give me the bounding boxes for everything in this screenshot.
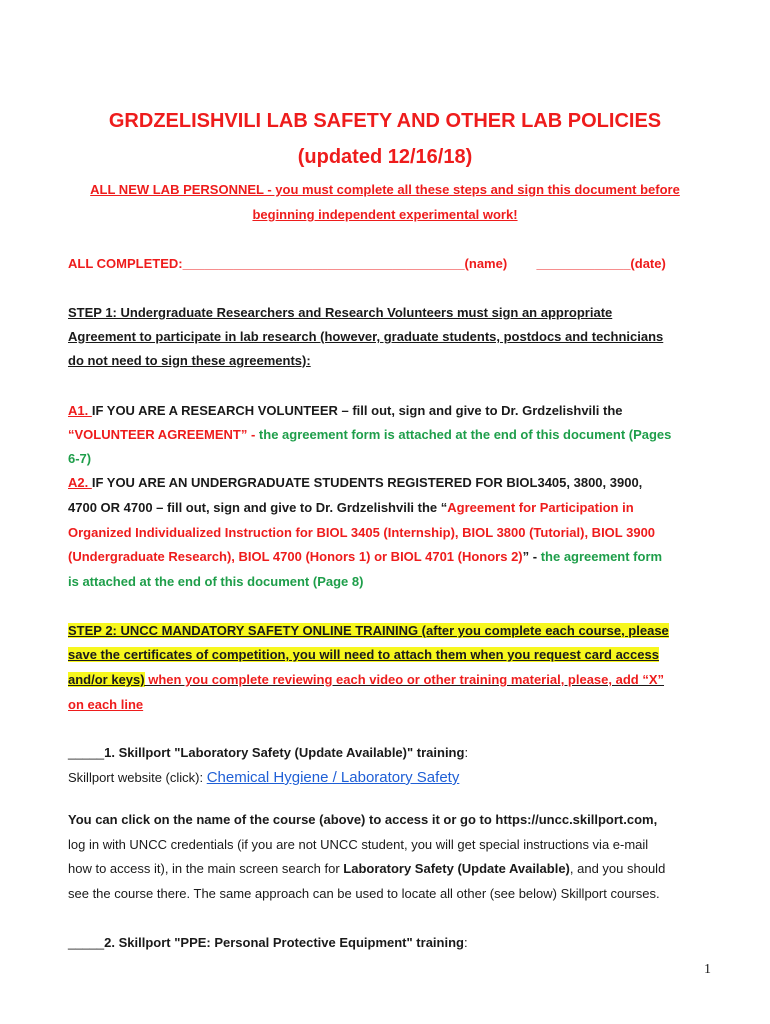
a1-line-3: 6-7) xyxy=(68,451,92,466)
a2-agreement-title-1: Agreement for Participation in xyxy=(447,500,634,515)
step2-line-3 xyxy=(68,672,718,687)
page-number: 1 xyxy=(704,962,711,977)
instructions-course-name: Laboratory Safety (Update Available) xyxy=(343,861,570,876)
a2-agreement-title-2: Organized Individualized Instruction for BIOL 3405 (Internship), BIOL 3800 (Tutorial), BIOL 3900 xyxy=(68,525,656,540)
item1-suffix: training xyxy=(413,745,465,760)
a2-note-2: is attached at the end of this document (Page 8) xyxy=(68,574,364,589)
all-completed-name-field: ALL COMPLETED:_______________________________________(name) xyxy=(68,256,508,271)
all-completed-line xyxy=(68,256,718,271)
instructions-line-4: see the course there. The same approach can be used to locate all other (see below) Skillport courses. xyxy=(68,886,660,901)
instructions-line-2: log in with UNCC credentials (if you are not UNCC student, you will get special instructions via e-mail xyxy=(68,837,649,852)
item2-course-name: "PPE: Personal Protective Equipment" xyxy=(174,935,413,950)
step2-line-2 xyxy=(68,647,718,662)
all-completed-date-field: _____________(date) xyxy=(536,256,666,271)
instructions-line-3c: , and you should xyxy=(569,861,666,876)
item1-course-name: "Laboratory Safety (Update Available)" xyxy=(174,745,414,760)
item1-title-line xyxy=(68,745,718,760)
step2-line-1 xyxy=(68,623,718,638)
item1-checkbox-blank[interactable]: _____ xyxy=(68,745,105,760)
item1-website-label: Skillport website (click): xyxy=(68,770,207,785)
a1-volunteer-agreement: “VOLUNTEER AGREEMENT” - xyxy=(68,427,259,442)
a2-line-4 xyxy=(68,549,718,564)
item2-suffix: training xyxy=(412,935,464,950)
instructions-line-1: You can click on the name of the course (above) to access it or go to https://uncc.skillport.com, xyxy=(68,812,658,827)
item1-colon: : xyxy=(464,745,469,760)
step2-heading-1: STEP 2: UNCC MANDATORY SAFETY ONLINE TRAINING (after you complete each course, please xyxy=(68,623,669,638)
item1-title: 1. Skillport xyxy=(104,745,175,760)
a2-close-quote: ” - xyxy=(522,549,541,564)
step2-heading-2: save the certificates of competition, you will need to attach them when you request card access xyxy=(68,647,659,662)
intro-line-1: ALL NEW LAB PERSONNEL - you must complete all these steps and sign this document before xyxy=(90,182,680,197)
chemical-hygiene-link[interactable]: Chemical Hygiene / Laboratory Safety xyxy=(206,769,460,786)
step2-line-4: on each line xyxy=(68,697,144,712)
item2-checkbox-blank[interactable]: _____ xyxy=(68,935,105,950)
a2-text-2: 4700 OR 4700 – fill out, sign and give to Dr. Grdzelishvili the “ xyxy=(68,500,448,515)
instructions-line-3 xyxy=(68,861,718,876)
a2-line-1 xyxy=(68,475,718,490)
step1-line-3: do not need to sign these agreements): xyxy=(68,353,311,368)
document-update-date: (updated 12/16/18) xyxy=(297,146,473,168)
a1-tag: A1. xyxy=(68,403,92,418)
document-title: GRDZELISHVILI LAB SAFETY AND OTHER LAB POLICIES xyxy=(108,110,662,132)
item2-colon: : xyxy=(463,935,468,950)
item2-title: 2. Skillport xyxy=(104,935,175,950)
a1-text: IF YOU ARE A RESEARCH VOLUNTEER – fill out, sign and give to Dr. Grdzelishvili the xyxy=(91,403,623,418)
a1-line-2 xyxy=(68,427,718,442)
step2-instruction: when you complete reviewing each video or other training material, please, add “X” xyxy=(144,672,665,687)
intro-line-2: beginning independent experimental work! xyxy=(252,207,518,222)
a2-line-2 xyxy=(68,500,718,515)
item1-website-line xyxy=(68,769,718,786)
a2-text-1: IF YOU ARE AN UNDERGRADUATE STUDENTS REGISTERED FOR BIOL3405, 3800, 3900, xyxy=(91,475,643,490)
a2-agreement-title-3: (Undergraduate Research), BIOL 4700 (Honors 1) or BIOL 4701 (Honors 2) xyxy=(68,549,523,564)
a2-note-1: the agreement form xyxy=(540,549,663,564)
step1-line-1: STEP 1: Undergraduate Researchers and Research Volunteers must sign an appropriate xyxy=(68,305,613,320)
step2-heading-3: and/or keys) xyxy=(68,672,145,687)
item2-title-line xyxy=(68,935,718,950)
a1-note: the agreement form is attached at the end of this document (Pages xyxy=(258,427,672,442)
instructions-line-3a: how to access it), in the main screen search for xyxy=(68,861,344,876)
step1-line-2: Agreement to participate in lab research (however, graduate students, postdocs and technicians xyxy=(68,329,664,344)
a2-tag: A2. xyxy=(68,475,92,490)
a1-line-1 xyxy=(68,403,718,418)
